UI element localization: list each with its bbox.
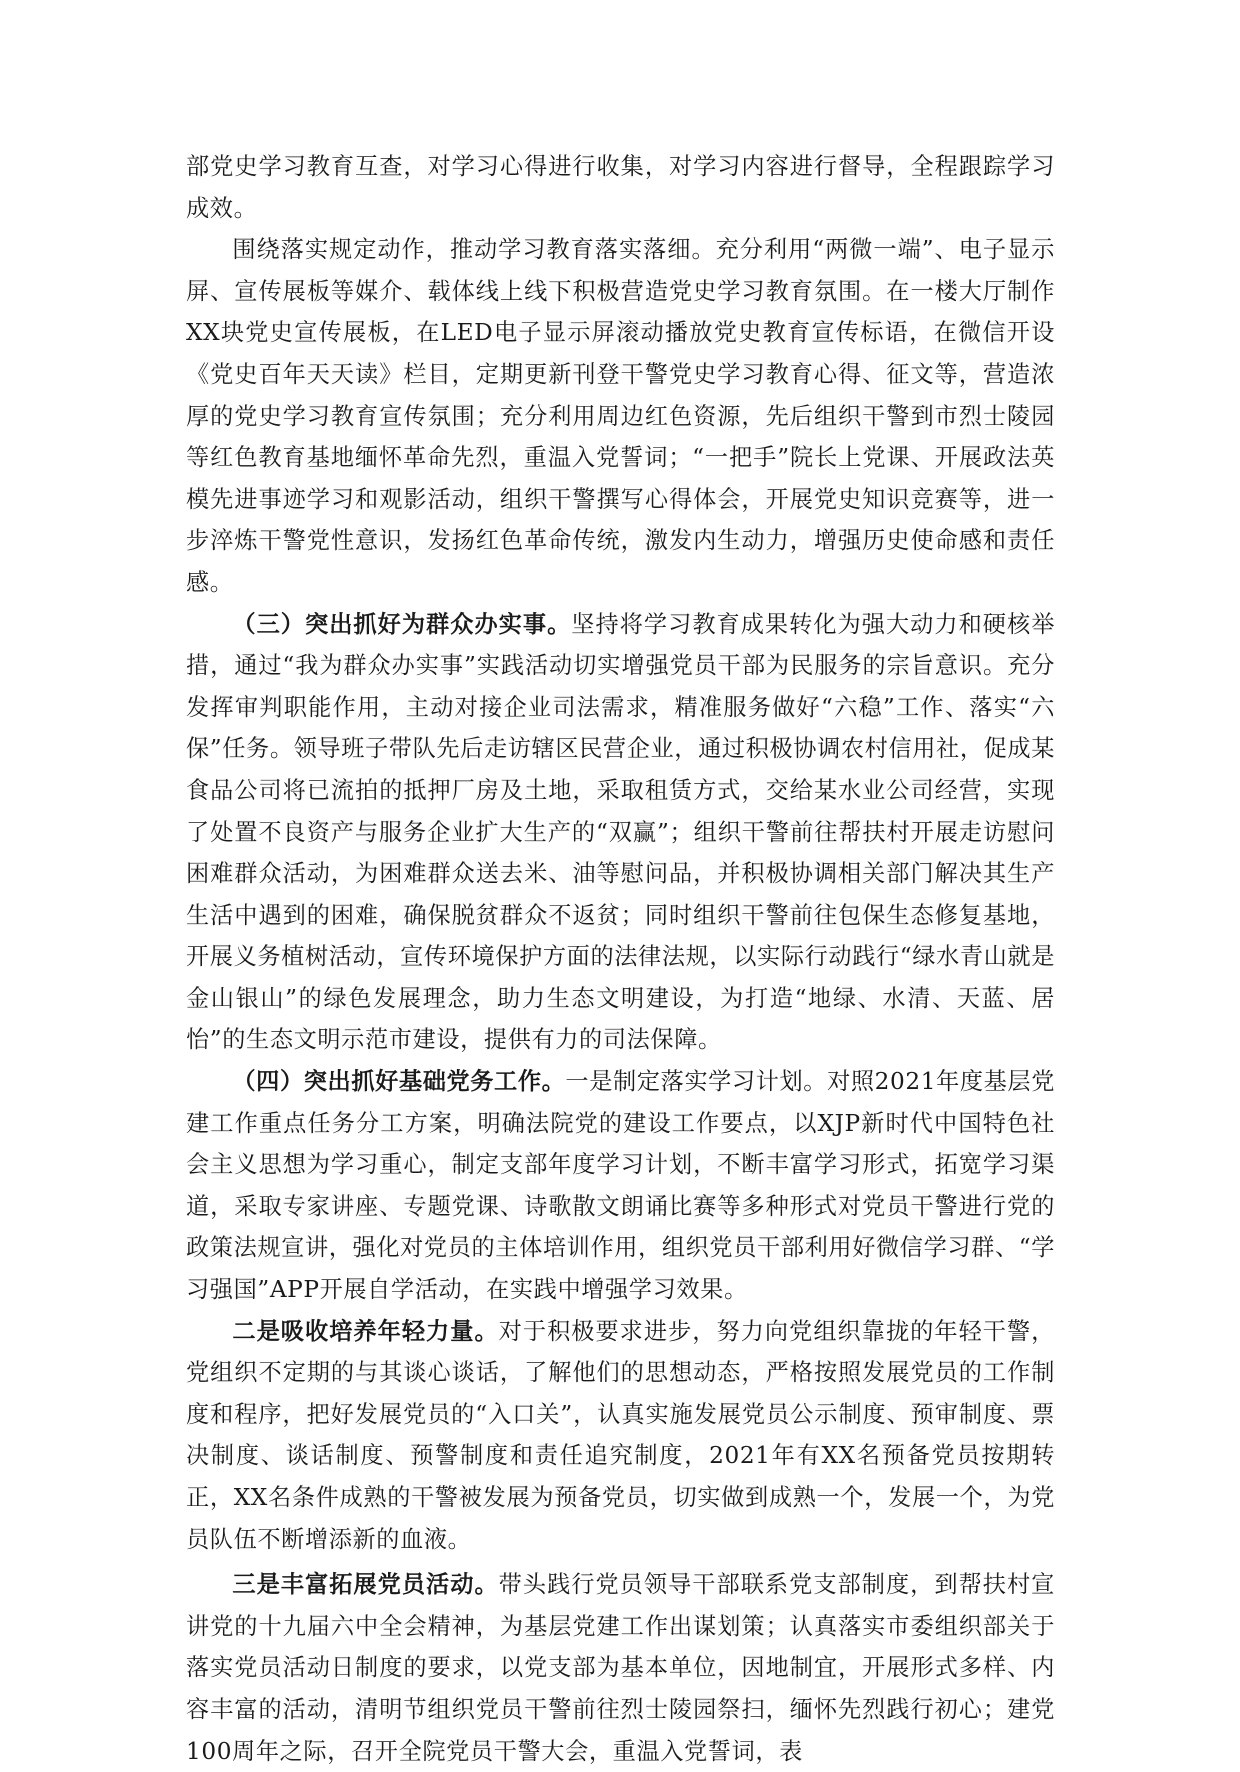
paragraph-young-members xyxy=(186,1311,1055,1561)
paragraph-section-four xyxy=(186,1061,1055,1311)
section-heading: （四）突出抓好基础党务工作。 xyxy=(232,1068,566,1096)
paragraph-body: 围绕落实规定动作，推动学习教育落实落细。充分利用“两微一端”、电子显示屏、宣传展板等媒介、载体线上线下积极营造党史学习教育氛围。在一楼大厅制作XX块党史宣传展板，在LED电子显示屏滚动播放党史教育宣传标语，在微信开设《党史百年天天读》栏目，定期更新刊登干警党史学习教育心得、征文等，营造浓厚的党史学习教育宣传氛围；充分利用周边红色资源，先后组织干警到市烈士陵园等红色教育基地缅怀革命先烈，重温入党誓词；“一把手”院长上党课、开展政法英模先进事迹学习和观影活动，组织干警撰写心得体会，开展党史知识竞赛等，进一步淬炼干警党性意识，发扬红色革命传统，激发内生动力，增强历史使命感和责任感。 xyxy=(186,236,1055,596)
paragraph-body: 部党史学习教育互查，对学习心得进行收集，对学习内容进行督导，全程跟踪学习成效。 xyxy=(186,153,1055,222)
paragraph-study-actions xyxy=(186,229,1055,603)
paragraph-body: 一是制定落实学习计划。对照2021年度基层党建工作重点任务分工方案，明确法院党的建设工作要点，以XJP新时代中国特色社会主义思想为学习重心，制定支部年度学习计划，不断丰富学习形式，拓宽学习渠道，采取专家讲座、专题党课、诗歌散文朗诵比赛等多种形式对党员干警进行党的政策法规宣讲，强化对党员的主体培训作用，组织党员干部利用好微信学习群、“学习强国”APP开展自学活动，在实践中增强学习效果。 xyxy=(186,1068,1056,1304)
paragraph-heading: 三是丰富拓展党员活动。 xyxy=(232,1571,499,1599)
paragraph-member-activities xyxy=(186,1564,1055,1772)
paragraph-heading: 二是吸收培养年轻力量。 xyxy=(232,1317,499,1345)
paragraph-body: 坚持将学习教育成果转化为强大动力和硬核举措，通过“我为群众办实事”实践活动切实增强党员干部为民服务的宗旨意识。充分发挥审判职能作用，主动对接企业司法需求，精准服务做好“六稳”工作、落实“六保”任务。领导班子带队先后走访辖区民营企业，通过积极协调农村信用社，促成某食品公司将已流拍的抵押厂房及土地，采取租赁方式，交给某水业公司经营，实现了处置不良资产与服务企业扩大生产的“双赢”；组织干警前往帮扶村开展走访慰问困难群众活动，为困难群众送去米、油等慰问品，并积极协调相关部门解决其生产生活中遇到的困难，确保脱贫群众不返贫；同时组织干警前往包保生态修复基地，开展义务植树活动，宣传环境保护方面的法律法规，以实际行动践行“绿水青山就是金山银山”的绿色发展理念，助力生态文明建设，为打造“地绿、水清、天蓝、居怡”的生态文明示范市建设，提供有力的司法保障。 xyxy=(186,610,1055,1054)
document-page xyxy=(186,146,1055,1772)
paragraph-section-three xyxy=(186,604,1055,1062)
paragraph-body: 带头践行党员领导干部联系党支部制度，到帮扶村宣讲党的十九届六中全会精神，为基层党建工作出谋划策；认真落实市委组织部关于落实党员活动日制度的要求，以党支部为基本单位，因地制宜，开展形式多样、内容丰富的活动，清明节组织党员干警前往烈士陵园祭扫，缅怀先烈践行初心；建党100周年之际，召开全院党员干警大会，重温入党誓词，表 xyxy=(186,1571,1055,1765)
paragraph-continuation xyxy=(186,146,1055,229)
section-heading: （三）突出抓好为群众办实事。 xyxy=(232,610,572,638)
paragraph-body: 对于积极要求进步，努力向党组织靠拢的年轻干警，党组织不定期的与其谈心谈话，了解他们的思想动态，严格按照发展党员的工作制度和程序，把好发展党员的“入口关”，认真实施发展党员公示制度、预审制度、票决制度、谈话制度、预警制度和责任追究制度，2021年有XX名预备党员按期转正，XX名条件成熟的干警被发展为预备党员，切实做到成熟一个，发展一个，为党员队伍不断增添新的血液。 xyxy=(186,1317,1055,1553)
